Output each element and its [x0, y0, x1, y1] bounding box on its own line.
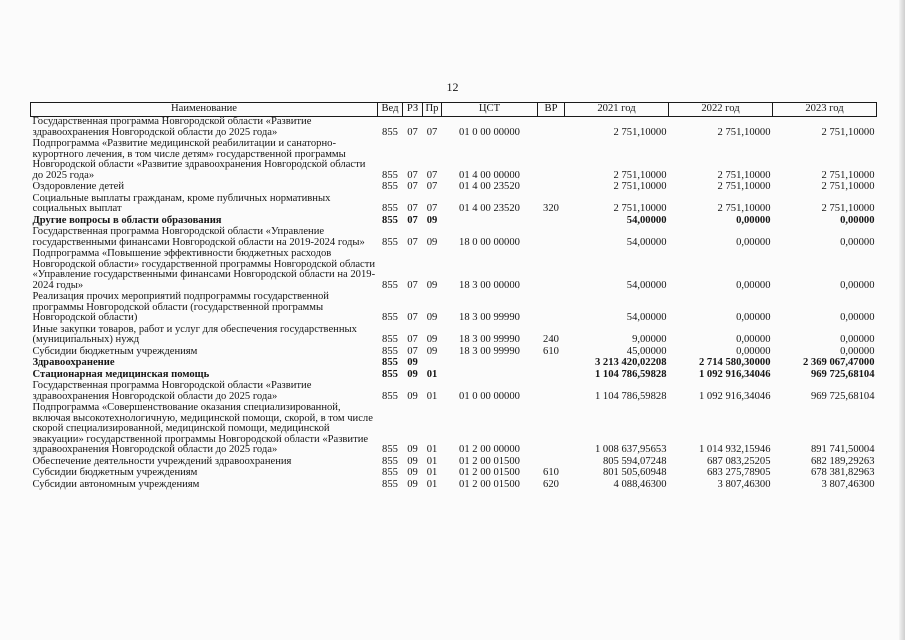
budget-table	[30, 102, 877, 491]
row-ved: 855	[382, 312, 398, 323]
row-2021: 4 088,46300	[613, 478, 667, 490]
row-ved: 855	[382, 345, 398, 357]
row-2021: 1 104 786,59828	[594, 390, 667, 402]
row-ved: 855	[382, 236, 398, 248]
row-2022: 0,00000	[736, 312, 771, 323]
row-2022: 3 807,46300	[717, 478, 771, 490]
row-vr	[538, 139, 565, 182]
header-cst: ЦСТ	[442, 103, 538, 117]
table-row	[31, 468, 877, 480]
row-2023: 2 369 067,47000	[802, 357, 875, 368]
row-name: Субсидии автономным учреждениям	[32, 478, 200, 490]
row-2023: 2 751,10000	[821, 181, 875, 192]
row-rz: 09	[407, 478, 418, 490]
row-2022: 2 751,10000	[717, 203, 771, 214]
table-body	[31, 117, 877, 492]
row-cst: 18 3 00 99990	[459, 345, 520, 357]
table-row	[31, 249, 877, 292]
row-pr: 07	[426, 181, 438, 192]
row-cst	[442, 216, 538, 228]
row-cst: 01 2 00 01500	[459, 478, 520, 490]
header-2021: 2021 год	[565, 103, 669, 117]
header-pr: Пр	[423, 103, 442, 117]
row-2023: 969 725,68104	[810, 390, 875, 402]
row-rz: 09	[407, 368, 418, 380]
table-row	[31, 381, 877, 403]
row-2023: 2 751,10000	[821, 203, 875, 214]
row-cst: 18 0 00 00000	[459, 236, 520, 248]
row-2023: 3 807,46300	[821, 478, 875, 490]
row-ved: 855	[382, 390, 398, 402]
row-pr: 07	[426, 203, 438, 214]
row-2023: 969 725,68104	[810, 368, 875, 380]
row-2021: 9,00000	[632, 334, 667, 345]
table-row	[31, 182, 877, 194]
table-row	[31, 403, 877, 457]
row-2023: 0,00000	[840, 345, 875, 357]
row-cst: 01 2 00 00000	[459, 444, 520, 455]
header-vr: ВР	[538, 103, 565, 117]
row-2022: 1 092 916,34046	[698, 368, 771, 380]
row-pr: 07	[426, 169, 438, 181]
row-cst	[442, 358, 538, 370]
row-rz: 07	[407, 203, 418, 214]
row-vr: 620	[543, 478, 559, 490]
table-row	[31, 227, 877, 249]
row-vr	[538, 370, 565, 382]
row-2023: 2 751,10000	[821, 126, 875, 138]
header-2023: 2023 год	[773, 103, 877, 117]
row-2022: 0,00000	[736, 345, 771, 357]
row-rz: 09	[407, 467, 418, 478]
row-vr: 610	[543, 345, 559, 357]
row-2022: 1 092 916,34046	[698, 390, 771, 402]
row-2021: 54,00000	[626, 214, 667, 226]
row-pr	[423, 358, 442, 370]
row-ved: 855	[382, 181, 398, 192]
row-2023: 891 741,50004	[810, 444, 875, 455]
row-vr	[538, 117, 565, 140]
row-2021: 1 008 637,95653	[594, 444, 667, 455]
row-vr	[538, 358, 565, 370]
row-2023: 0,00000	[840, 279, 875, 291]
row-2022: 0,00000	[736, 279, 771, 291]
row-vr	[538, 249, 565, 292]
row-name: Здравоохранение	[32, 357, 115, 368]
row-ved: 855	[382, 357, 398, 368]
header-2022: 2022 год	[669, 103, 773, 117]
header-ved: Вед	[378, 103, 403, 117]
scan-edge	[899, 0, 905, 640]
row-2021: 54,00000	[626, 312, 667, 323]
row-pr: 01	[426, 478, 438, 490]
row-ved: 855	[382, 214, 398, 226]
row-rz: 07	[407, 236, 418, 248]
row-2021: 2 751,10000	[613, 126, 667, 138]
row-name: Государственная программа Новгородской области «Управление государственными финансами Новгородской области на 2019-2024 годы»	[32, 226, 365, 248]
row-2023: 0,00000	[840, 214, 875, 226]
row-2022: 0,00000	[736, 214, 771, 226]
row-name: Субсидии бюджетным учреждениям	[32, 345, 198, 357]
row-2021: 2 751,10000	[613, 203, 667, 214]
header-name: Наименование	[31, 103, 378, 117]
row-vr	[538, 403, 565, 457]
row-pr: 01	[426, 390, 438, 402]
row-cst	[442, 370, 538, 382]
row-name: Подпрограмма «Повышение эффективности бюджетных расходов Новгородской области» государственной программы Новгородской области «Управление государственными финансами Новгородской области на 2019-2024 годы»	[32, 248, 376, 291]
row-name: Социальные выплаты гражданам, кроме публичных нормативных социальных выплат	[32, 192, 331, 214]
row-2023: 2 751,10000	[821, 169, 875, 181]
row-rz: 07	[407, 169, 418, 181]
row-vr: 240	[543, 334, 559, 345]
row-2022: 0,00000	[736, 236, 771, 248]
page-number: 12	[446, 80, 459, 94]
row-cst: 18 3 00 00000	[459, 279, 520, 291]
row-cst: 01 0 00 00000	[459, 126, 520, 138]
row-cst: 18 3 00 99990	[459, 334, 520, 345]
row-rz: 07	[407, 312, 418, 323]
row-cst: 01 4 00 23520	[459, 181, 520, 192]
table-row	[31, 139, 877, 182]
row-2021: 45,00000	[626, 345, 667, 357]
table-row	[31, 292, 877, 325]
row-2022: 2 714 580,30000	[698, 357, 771, 368]
row-name: Реализация прочих мероприятий подпрограммы государственной программы Новгородской области (государственной программы Новгородской области)	[32, 291, 329, 323]
row-name: Иные закупки товаров, работ и услуг для обеспечения государственных (муниципальных) нужд	[32, 323, 357, 345]
row-vr: 320	[543, 203, 559, 214]
row-pr: 09	[426, 345, 438, 357]
row-name: Другие вопросы в области образования	[32, 214, 222, 226]
row-ved: 855	[382, 368, 398, 380]
row-name: Субсидии бюджетным учреждениям	[32, 467, 198, 478]
row-ved: 855	[382, 169, 398, 181]
row-2022: 683 275,78905	[706, 467, 771, 478]
row-pr: 09	[426, 214, 438, 226]
row-pr: 07	[426, 126, 438, 138]
row-2022: 2 751,10000	[717, 181, 771, 192]
row-name: Подпрограмма «Развитие медицинской реабилитации и санаторно-курортного лечения, в том числе детям» государственной программы Новгородской области «Развитие здравоохранения Новгородской области до 2025 года»	[32, 138, 366, 181]
row-pr: 01	[426, 467, 438, 478]
row-name: Государственная программа Новгородской области «Развитие здравоохранения Новгородской области до 2025 года»	[32, 380, 312, 402]
row-2022: 0,00000	[736, 334, 771, 345]
row-cst: 01 2 00 01500	[459, 467, 520, 478]
row-vr	[538, 216, 565, 228]
row-name: Обеспечение деятельности учреждений здравоохранения	[32, 455, 292, 467]
row-2022: 1 014 932,15946	[698, 444, 771, 455]
row-2022: 687 083,25205	[706, 455, 771, 467]
row-vr	[538, 182, 565, 194]
row-pr: 09	[426, 312, 438, 323]
row-cst: 01 4 00 00000	[459, 169, 520, 181]
row-rz: 09	[407, 357, 418, 368]
row-pr: 01	[426, 455, 438, 467]
row-2022: 2 751,10000	[717, 126, 771, 138]
row-pr: 09	[426, 279, 438, 291]
row-cst: 01 4 00 23520	[459, 203, 520, 214]
row-rz: 07	[407, 334, 418, 345]
row-vr	[538, 381, 565, 403]
row-2021: 2 751,10000	[613, 181, 667, 192]
row-name: Государственная программа Новгородской области «Развитие здравоохранения Новгородской области до 2025 года»	[32, 116, 312, 138]
row-vr	[538, 227, 565, 249]
row-ved: 855	[382, 478, 398, 490]
row-rz: 07	[407, 345, 418, 357]
row-2021: 1 104 786,59828	[594, 368, 667, 380]
row-2023: 0,00000	[840, 312, 875, 323]
row-2021: 54,00000	[626, 236, 667, 248]
table-row	[31, 480, 877, 492]
row-ved: 855	[382, 203, 398, 214]
row-pr: 01	[426, 444, 438, 455]
row-2021: 54,00000	[626, 279, 667, 291]
row-name: Стационарная медицинская помощь	[32, 368, 210, 380]
table-row	[31, 194, 877, 216]
row-rz: 09	[407, 444, 418, 455]
table-row	[31, 117, 877, 140]
row-ved: 855	[382, 279, 398, 291]
row-pr: 09	[426, 236, 438, 248]
row-rz: 09	[407, 455, 418, 467]
row-pr: 01	[426, 368, 438, 380]
row-2021: 2 751,10000	[613, 169, 667, 181]
row-name: Оздоровление детей	[32, 181, 125, 192]
row-name: Подпрограмма «Совершенствование оказания специализированной, включая высокотехнологичную, медицинской помощи, скорой, в том числе скорой специализированной, медицинской помощи, медицинской эвакуации» государственной программы Новгородской области «Развитие здравоохранения Новгородской области до 2025 года»	[32, 402, 373, 455]
row-ved: 855	[382, 126, 398, 138]
row-2023: 682 189,29263	[810, 455, 875, 467]
row-2021: 805 594,07248	[602, 455, 667, 467]
header-rz: РЗ	[403, 103, 423, 117]
row-ved: 855	[382, 455, 398, 467]
table-header-row	[31, 103, 877, 117]
row-ved: 855	[382, 334, 398, 345]
row-2022: 2 751,10000	[717, 169, 771, 181]
row-2021: 801 505,60948	[602, 467, 667, 478]
table-row	[31, 358, 877, 370]
row-cst: 18 3 00 99990	[459, 312, 520, 323]
row-cst: 01 0 00 00000	[459, 390, 520, 402]
row-rz: 07	[407, 279, 418, 291]
row-vr	[538, 292, 565, 325]
row-vr: 610	[543, 467, 559, 478]
row-rz: 09	[407, 390, 418, 402]
row-ved: 855	[382, 444, 398, 455]
row-2023: 0,00000	[840, 334, 875, 345]
row-ved: 855	[382, 467, 398, 478]
row-rz: 07	[407, 181, 418, 192]
row-2023: 678 381,82963	[810, 467, 875, 478]
row-rz: 07	[407, 126, 418, 138]
row-2021: 3 213 420,02208	[594, 357, 667, 368]
row-2023: 0,00000	[840, 236, 875, 248]
row-rz: 07	[407, 214, 418, 226]
row-cst: 01 2 00 01500	[459, 455, 520, 467]
row-pr: 09	[426, 334, 438, 345]
table-row	[31, 325, 877, 347]
